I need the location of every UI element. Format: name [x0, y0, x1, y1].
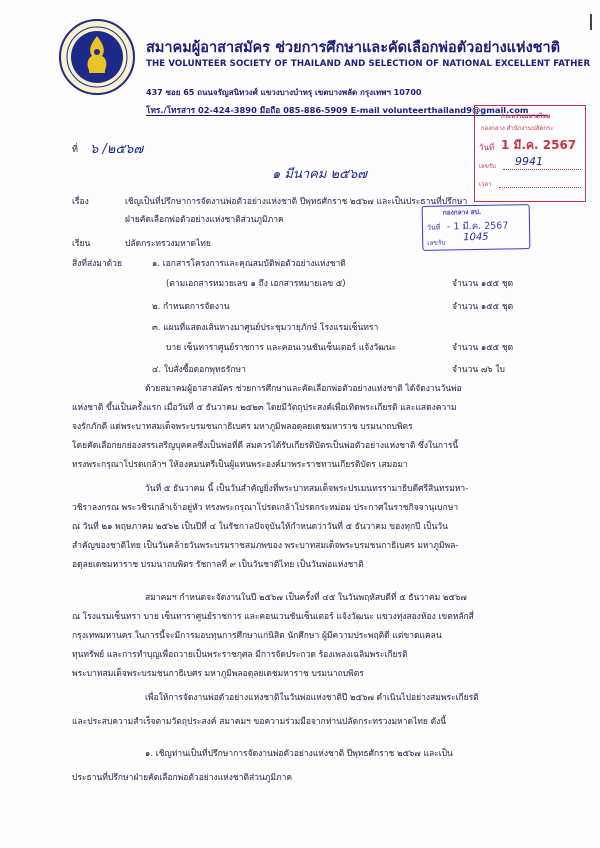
stamp-division-title: กองกลาง สป.	[442, 207, 482, 217]
body-line: ประธานที่ปรึกษาฝ่ายคัดเลือกพ่อตัวอย่างแห่งชาติส่วนภูมิภาค	[72, 773, 293, 783]
org-name-english: THE VOLUNTEER SOCIETY OF THAILAND AND SELECTION OF NATIONAL EXCELLENT FATHER	[146, 59, 591, 69]
letter-number-label: ที่	[72, 145, 78, 155]
attachment-item: ๓. แผนที่แสดงเส้นทางมาศูนย์ประชุมวายุภักษ์ โรงแรมเซ็นทรา	[152, 323, 379, 333]
stamp-ministry-num: 9941	[515, 155, 543, 168]
body-line: วันที่ ๕ ธันวาคม นี้ เป็นวันสำคัญยิ่งที่พระบาทสมเด็จพระปรเมนทรรามาธิบดีศรีสินทรมหา-	[145, 484, 469, 494]
receiving-stamp-ministry	[474, 105, 586, 202]
body-line: ณ โรงแรมเซ็นทรา บาย เซ็นทาราศูนย์ราชการ และคอนเวนชันเซ็นเตอร์ แจ้งวัฒนะ แขวงทุ่งสองห้อง เขตหลักสี่	[72, 612, 474, 622]
attachment-item: ๑. เอกสารโครงการและคุณสมบัติพ่อตัวอย่างแห่งชาติ	[152, 259, 346, 269]
body-line: และประสบความสำเร็จตามวัตถุประสงค์ สมาคมฯ ขอความร่วมมือจากท่านปลัดกระทรวงมหาดไทย ดังนี้	[72, 717, 447, 727]
org-address: 437 ซอย 65 ถนนจรัญสนิทวงศ์ แขวงบางบำหรุ เขตบางพลัด กรุงเทพฯ 10700	[146, 88, 422, 97]
stamp-ministry-division: กองกลาง สำนักงานปลัดกระ	[481, 125, 554, 132]
stamp-division-num-label: เลขรับ	[427, 238, 446, 247]
attachment-quantity: จำนวน ๗๖ ใบ	[452, 365, 505, 375]
attachments-label: สิ่งที่ส่งมาด้วย	[72, 259, 122, 269]
stamp-ministry-date-label: วันที่	[479, 143, 495, 152]
body-line: กรุงเทพมหานคร ในการนี้จะมีการมอบทุนการศึกษาแก่นิสิต นักศึกษา ผู้มีความประพฤติดี แต่ขาดแคลน	[72, 631, 442, 641]
stamp-ministry-num-label: เลขรับ	[479, 163, 496, 170]
org-name-thai: สมาคมผู้อาสาสมัคร ช่วยการศึกษาและคัดเลือกพ่อตัวอย่างแห่งชาติ	[146, 40, 561, 56]
org-contact: โทร./โทรสาร 02-424-3890 มือถือ 085-886-5909 E-mail volunteerthailand9@gmail.com	[146, 105, 529, 115]
receiving-stamp-division	[422, 204, 531, 251]
stamp-ministry-title: กระทรวงมหาดไทย	[501, 113, 551, 120]
body-line: สำคัญของชาติไทย เป็นวันคล้ายวันพระบรมราชสมภพของ พระบาทสมเด็จพระบรมชนกาธิเบศร มหาภูมิพล-	[72, 541, 459, 551]
attachment-quantity: จำนวน ๑๕๕ ชุด	[452, 302, 514, 312]
body-line: จงรักภักดี แด่พระบาทสมเด็จพระบรมชนกาธิเบศร มหาภูมิพลอดุลยเดชมหาราช บรมนาถบพิตร	[72, 422, 413, 432]
attachment-item-detail: บาย เซ็นทาราศูนย์ราชการ และคอนเวนชันเซ็นเตอร์ แจ้งวัฒนะ	[166, 343, 397, 353]
body-line: เพื่อให้การจัดงานพ่อตัวอย่างแห่งชาติในวันพ่อแห่งชาติปี ๒๕๖๗ ดำเนินไปอย่างสมพระเกียรติ	[145, 693, 479, 703]
stamp-ministry-date: 1 มี.ค. 2567	[501, 138, 577, 152]
body-line: ทรงพระกรุณาโปรดเกล้าฯ ให้องคมนตรีเป็นผู้แทนพระองค์มาพระราชทานเกียรติบัตร เสมอมา	[72, 460, 408, 470]
attachment-item-detail: (ตามเอกสารหมายเลข ๑ ถึง เอกสารหมายเลข ๕)	[166, 279, 346, 289]
body-line: ด้วยสมาคมผู้อาสาสมัคร ช่วยการศึกษาและคัดเลือกพ่อตัวอย่างแห่งชาติ ได้จัดงานวันพ่อ	[145, 384, 462, 394]
body-line: ๑. เชิญท่านเป็นที่ปรึกษาการจัดงานพ่อตัวอย่างแห่งชาติ ปีพุทธศักราช ๒๕๖๗ และเป็น	[145, 749, 453, 759]
letter-number: ๖ /๒๕๖๗	[90, 142, 144, 157]
recipient: ปลัดกระทรวงมหาดไทย	[125, 239, 211, 249]
body-line: ทุนทรัพย์ และการทำบุญเพื่อถวายเป็นพระราชกุศล มีการจัดประกวด ร้องเพลงเฉลิมพระเกียรติ	[72, 650, 408, 660]
stamp-division-num: 1045	[463, 231, 489, 244]
stamp-ministry-time-label: เวลา	[479, 181, 492, 188]
body-line: พระบาทสมเด็จพระบรมชนกาธิเบศร มหาภูมิพลอดุลยเดชมหาราช บรมนาถบพิตร	[72, 669, 364, 679]
attachment-item: ๒. กำหนดการจัดงาน	[152, 302, 230, 312]
stamp-division-date: - 1 มี.ค. 2567	[446, 220, 509, 233]
stamp-division-date-label: วันที่	[426, 223, 441, 232]
letter-date: ๑ มีนาคม ๒๕๖๗	[272, 167, 367, 182]
subject-line-1: เชิญเป็นที่ปรึกษาการจัดงานพ่อตัวอย่างแห่งชาติ ปีพุทธศักราช ๒๕๖๗ และเป็นประธานที่ปรึกษา	[125, 197, 468, 207]
body-line: วชิราลงกรณ พระวชิรเกล้าเจ้าอยู่หัว ทรงพระกรุณาโปรดเกล้าโปรดกระหม่อม ประกาศในราชกิจจานุเบกษา	[72, 503, 459, 513]
body-line: อดุลยเดชมหาราช บรมนาถบพิตร รัชกาลที่ ๙ เป็นวันชาติไทย เป็นวันพ่อแห่งชาติ	[72, 560, 364, 570]
body-line: โดยคัดเลือกยกย่องสรรเสริญบุคคลซึ่งเป็นพ่อที่ดี สมควรได้รับเกียรติบัตรเป็นพ่อตัวอย่างแห่งชาติ ซึ่งในการนี้	[72, 441, 459, 451]
attachment-item: ๔. ใบสั่งซื้อดอกพุทธรักษา	[152, 365, 246, 375]
recipient-label: เรียน	[72, 239, 91, 249]
scan-mark	[590, 14, 592, 30]
body-line: ณ วันที่ ๒๑ พฤษภาคม ๒๕๖๒ เป็นปีที่ ๔ ในรัชกาลปัจจุบันให้กำหนดว่าวันที่ ๕ ธันวาคม ของทุกปี เป็นวัน	[72, 522, 448, 532]
attachment-quantity: จำนวน ๑๕๕ ชุด	[452, 343, 514, 353]
subject-label: เรื่อง	[72, 197, 89, 207]
body-line: สมาคมฯ กำหนดจะจัดงานในปี ๒๕๖๗ เป็นครั้งที่ ๔๕ ในวันพฤหัสบดีที่ ๕ ธันวาคม ๒๕๖๗	[145, 593, 467, 603]
subject-line-2: ฝ่ายคัดเลือกพ่อตัวอย่างแห่งชาติส่วนภูมิภาค	[125, 215, 284, 225]
stamp-line	[499, 187, 581, 188]
stamp-line	[503, 169, 581, 170]
attachment-quantity: จำนวน ๑๕๕ ชุด	[452, 279, 514, 289]
society-logo-icon	[58, 18, 136, 96]
body-line: แห่งชาติ ขึ้นเป็นครั้งแรก เมื่อวันที่ ๕ ธันวาคม ๒๕๒๓ โดยมีวัตถุประสงค์เพื่อเทิดพระเกียรติ และแสดงความ	[72, 403, 457, 413]
